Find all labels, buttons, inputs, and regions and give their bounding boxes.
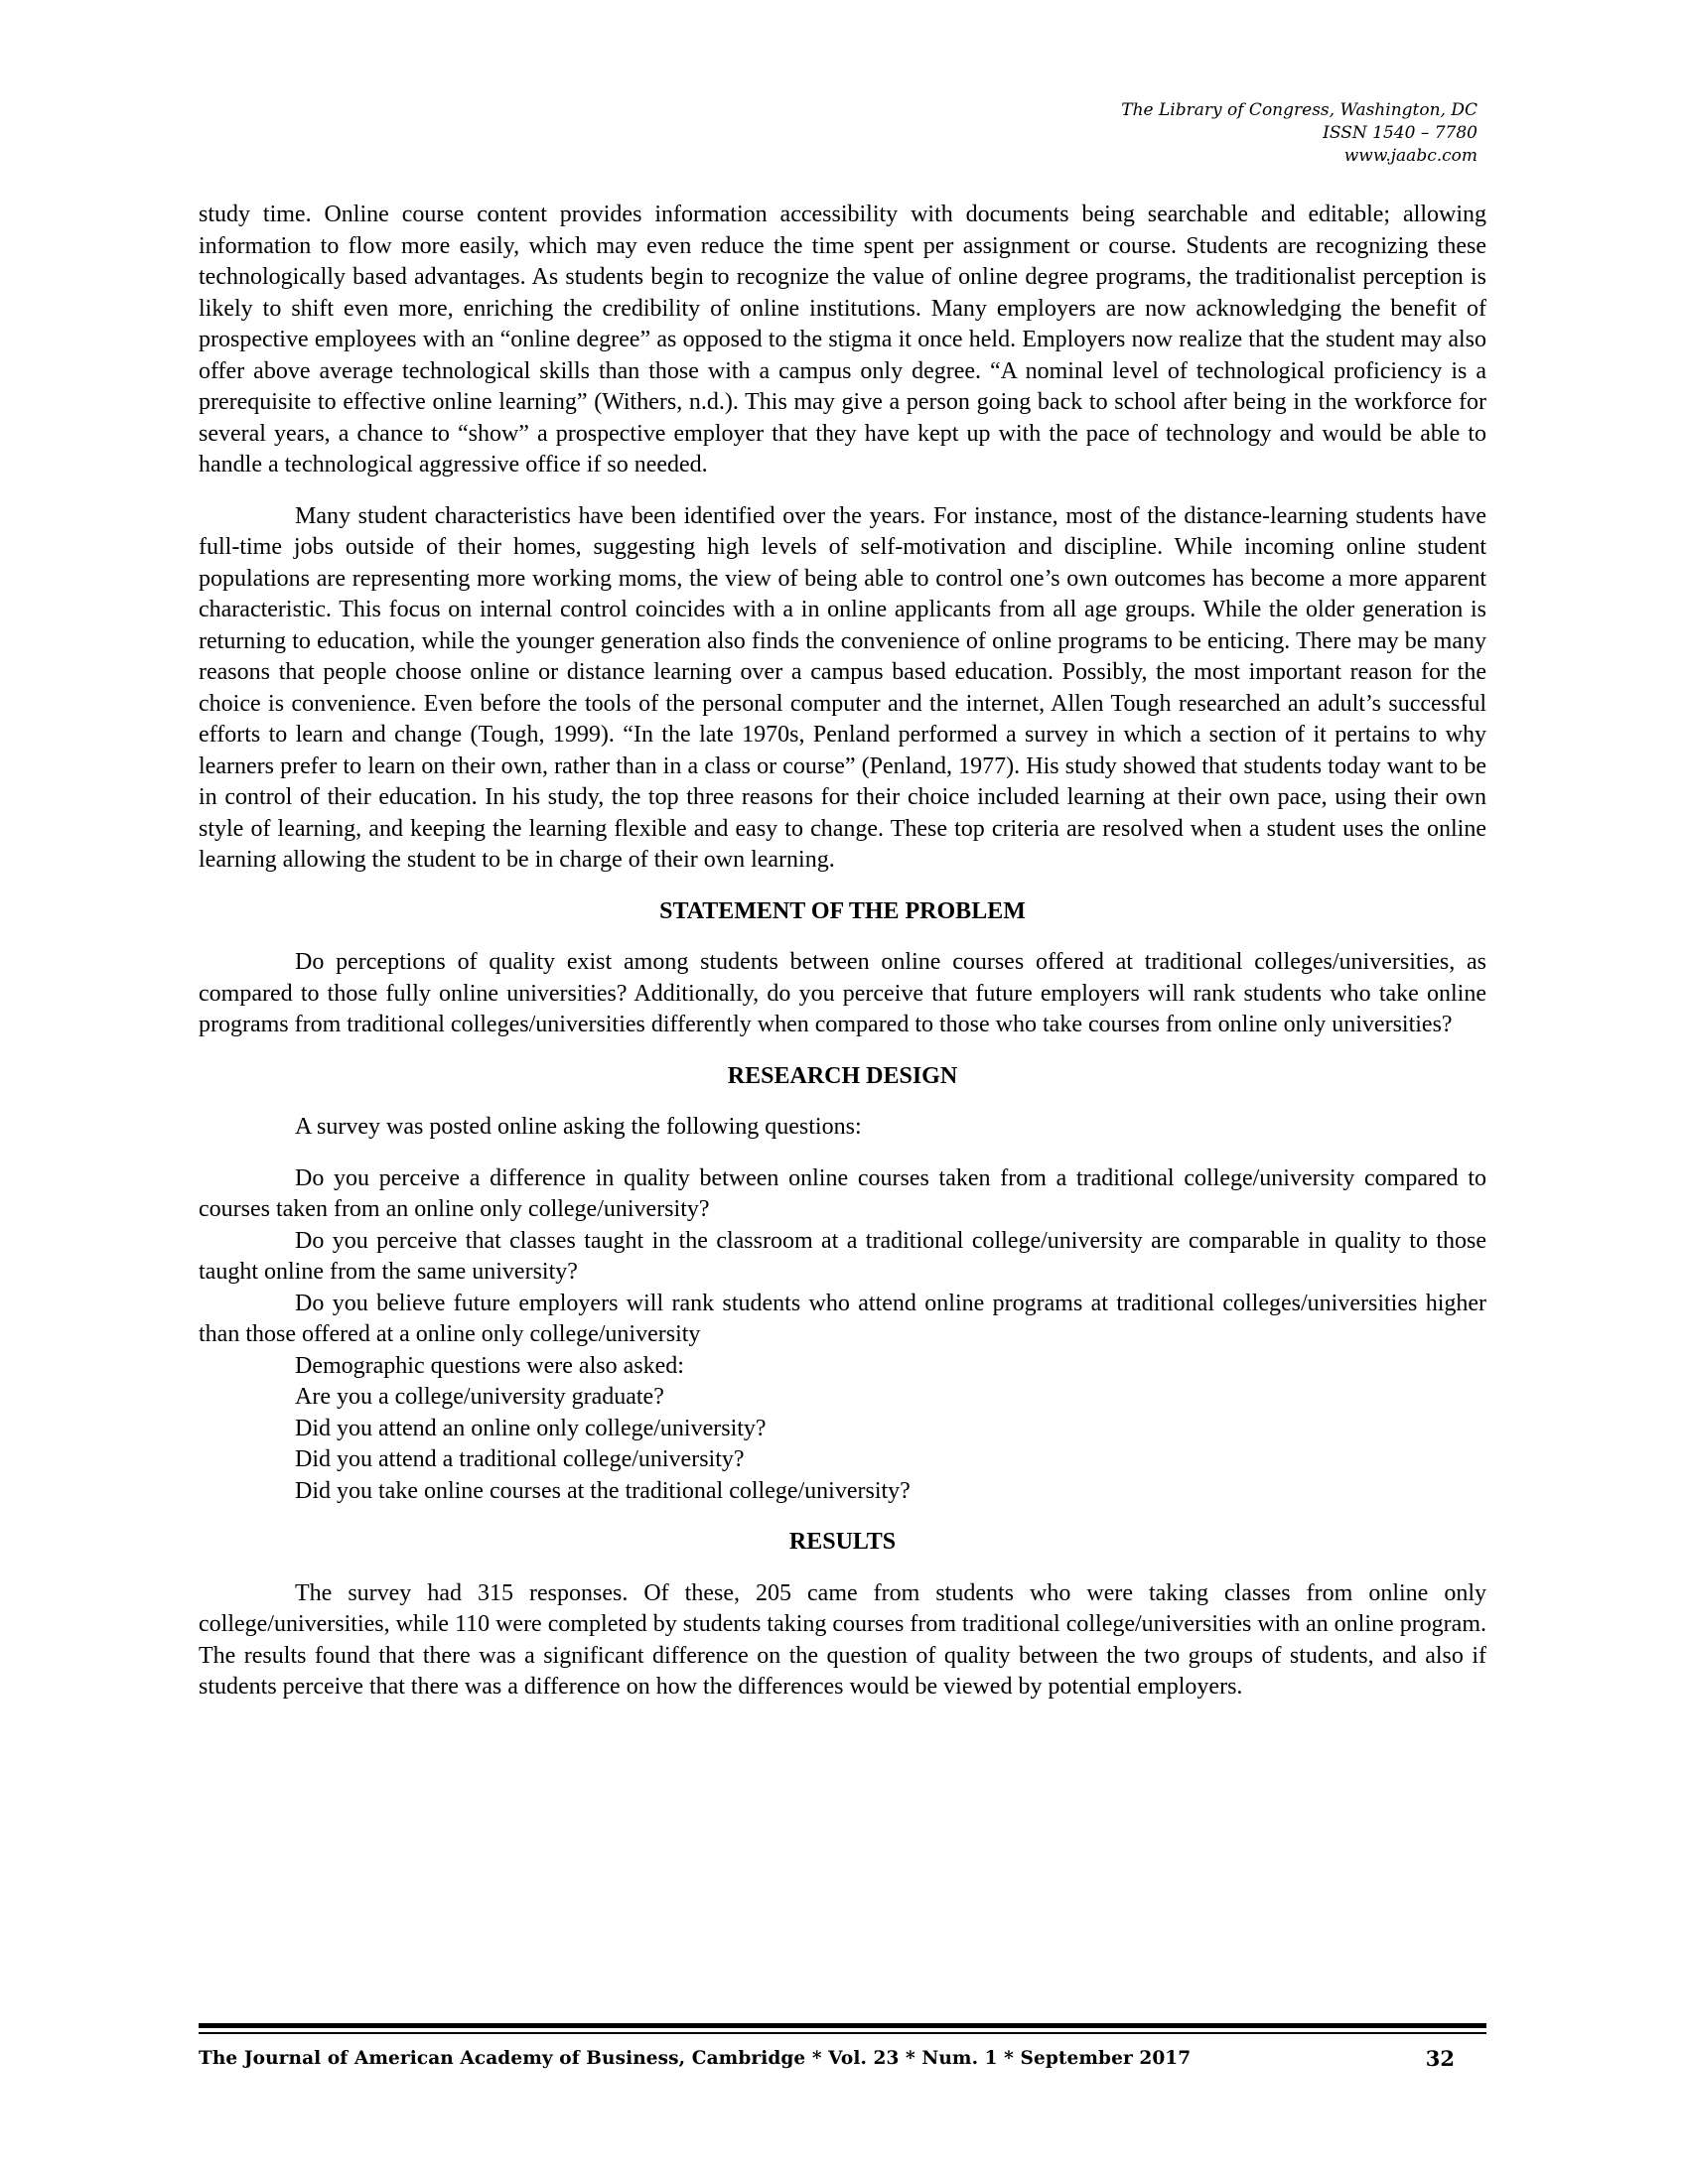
survey-question: Do you perceive a difference in quality between online courses taken from a traditional college/university compared to courses taken from an online only college/university? [199,1164,1486,1222]
page-number: 32 [1425,2046,1455,2071]
header-website: www.jaabc.com [1343,146,1477,166]
survey-questions [199,1163,1486,1508]
body-paragraph: Do perceptions of quality exist among students between online courses offered at traditional colleges/universities, as compared to those fully online universities? Additionally, do you perceive that future employers will rank students who take online programs from traditional colleges/universities differently when compared to those who take courses from online only universities? [199,949,1486,1037]
header-issn: ISSN 1540 – 7780 [1323,123,1477,143]
running-header [1121,99,1477,168]
footer-journal-citation: The Journal of American Academy of Business, Cambridge * Vol. 23 * Num. 1 * September 2017 [199,2048,1192,2069]
section-heading-results: RESULTS [788,1529,897,1555]
section-heading-problem: STATEMENT OF THE PROBLEM [659,897,1026,924]
footer-rule-thin [199,2032,1486,2034]
body-paragraph: A survey was posted online asking the following questions: [295,1114,862,1140]
section-heading-design: RESEARCH DESIGN [727,1062,958,1089]
article-body [199,200,1486,1704]
survey-question: Did you attend a traditional college/university? [295,1446,745,1472]
survey-question: Do you believe future employers will rank students who attend online programs at traditional colleges/universities higher than those offered at a online only college/university [199,1290,1486,1347]
footer-rule-thick [199,2023,1486,2028]
survey-question: Demographic questions were also asked: [295,1352,684,1379]
body-paragraph: study time. Online course content provides information accessibility with documents being searchable and editable; allowing information to flow more easily, which may even reduce the time spent per assignment or course. Students are recognizing these technologically based advantages. As students begin to recognize the value of online degree programs, the traditionalist perception is likely to shift even more, enriching the credibility of online institutions. Many employers are now acknowledging the benefit of prospective employees with an “online degree” as opposed to the stigma it once held. Employers now realize that the student may also offer above average technological skills than those with a campus only degree. “A nominal level of technological proficiency is a prerequisite to effective online learning” (Withers, n.d.). This may give a person going back to school after being in the workforce for several years, a chance to “show” a prospective employer that they have kept up with the pace of technology and would be able to handle a technological aggressive office if so needed. [199,202,1486,478]
header-publisher: The Library of Congress, Washington, DC [1121,100,1477,120]
survey-question: Do you perceive that classes taught in the classroom at a traditional college/university are comparable in quality to those taught online from the same university? [199,1227,1486,1285]
survey-question: Are you a college/university graduate? [295,1384,664,1410]
running-footer [199,2042,1486,2076]
body-paragraph: Many student characteristics have been identified over the years. For instance, most of the distance-learning students have full-time jobs outside of their homes, suggesting high levels of self-motivation and discipline. While incoming online student populations are representing more working moms, the view of being able to control one’s own outcomes has become a more apparent characteristic. This focus on internal control coincides with a in online applicants from all age groups. While the older generation is returning to education, while the younger generation also finds the convenience of online programs to be enticing. There may be many reasons that people choose online or distance learning over a campus based education. Possibly, the most important reason for the choice is convenience. Even before the tools of the personal computer and the internet, Allen Tough researched an adult’s successful efforts to learn and change (Tough, 1999). “In the late 1970s, Penland performed a survey in which a section of it pertains to why learners prefer to learn on their own, rather than in a class or course” (Penland, 1977). His study showed that students today want to be in control of their education. In his study, the top three reasons for their choice included learning at their own pace, using their own style of learning, and keeping the learning flexible and easy to change. These top criteria are resolved when a student uses the online learning allowing the student to be in charge of their own learning. [199,502,1486,873]
body-paragraph: The survey had 315 responses. Of these, 205 came from students who were taking classes from online only college/universities, while 110 were completed by students taking courses from traditional college/universities with an online program. The results found that there was a significant difference on the question of quality between the two groups of students, and also if students perceive that there was a difference on how the differences would be viewed by potential employers. [199,1579,1486,1700]
survey-question: Did you take online courses at the traditional college/university? [295,1477,911,1504]
survey-question: Did you attend an online only college/university? [295,1415,767,1441]
